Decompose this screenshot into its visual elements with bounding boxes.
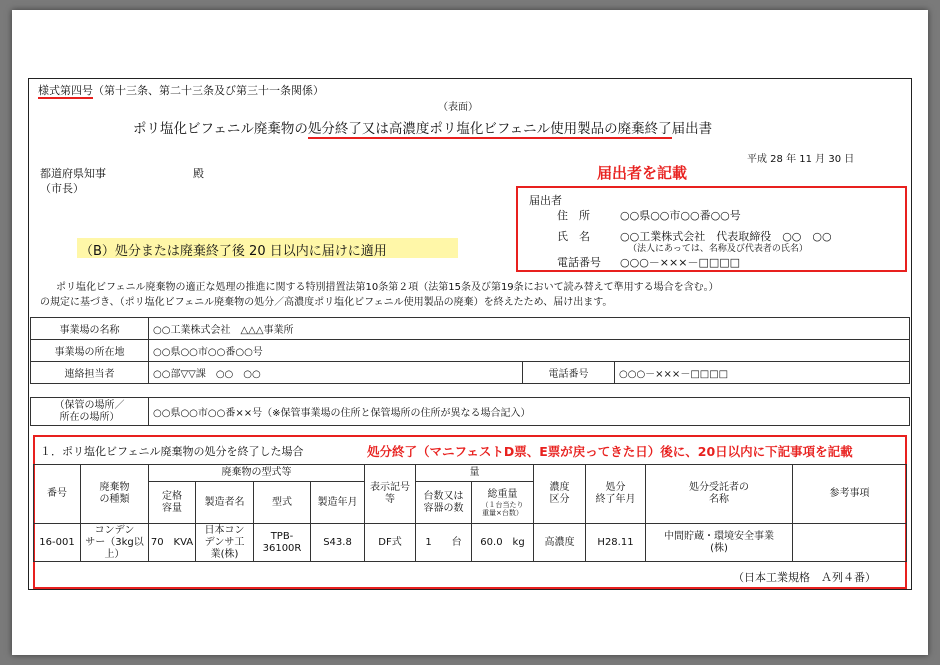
row-model-1: TPB-	[270, 530, 294, 542]
header-contractor	[646, 465, 793, 524]
header-type-1: 廃棄物	[99, 482, 130, 493]
body-line-1: ポリ塩化ビフェニル廃棄物の適正な処理の推進に関する特別措置法第10条第２項（法第15条及び第19条において読み替えて準用する場合を含む。）	[56, 282, 719, 293]
footer-standard: （日本工業規格 Ａ列４番）	[733, 571, 876, 584]
row-weight: 60.0 kg	[472, 524, 534, 562]
header-end-date	[586, 465, 646, 524]
site-contact-label: 連絡担当者	[31, 362, 149, 384]
header-count-1: 台数又は	[423, 490, 464, 502]
date: 平成 28 年 11 月 30 日	[747, 154, 855, 165]
form-header	[38, 82, 324, 98]
row-type	[81, 524, 149, 562]
row-end-date: H28.11	[586, 524, 646, 562]
section1-note: 処分終了（マニフェストD票、E票が戻ってきた日）後に、20日以内に下記事項を記載	[367, 444, 853, 459]
addressee-alt: （市長）	[40, 182, 84, 195]
form-number: 様式第四号	[38, 84, 93, 97]
header-weight-1: 総重量	[487, 488, 518, 500]
site-phone: ○○○－×××－□□□□	[615, 362, 910, 384]
section1-title: １．ポリ塩化ビフェニル廃棄物の処分を終了した場合	[40, 445, 304, 458]
row-model-2: 36100R	[262, 542, 302, 554]
header-year: 製造年月	[311, 482, 365, 524]
header-symbol	[365, 465, 416, 524]
header-symbol-1: 表示記号	[370, 482, 410, 493]
notifier-heading: 届出者	[529, 194, 562, 207]
disposal-row	[34, 524, 907, 562]
row-concentration: 高濃度	[534, 524, 586, 562]
header-weight-3: 重量×台数）	[482, 508, 523, 517]
notifier-name: ○○工業株式会社 代表取締役 ○○ ○○	[620, 230, 832, 243]
site-gap	[31, 384, 910, 398]
row-maker-3: 業(株)	[210, 548, 239, 560]
row-contractor-2: (株)	[710, 542, 728, 554]
header-weight-2: （１台当たり	[481, 500, 524, 509]
disposal-table	[33, 464, 907, 562]
notifier-phone: ○○○－×××－□□□□	[620, 256, 741, 269]
site-row-gap	[31, 384, 910, 398]
header-concentration-1: 濃度	[549, 482, 570, 493]
site-location: ○○県○○市○○番○○号	[149, 340, 910, 362]
row-maker-2: デンサ工	[204, 536, 245, 548]
row-year: S43.8	[311, 524, 365, 562]
site-row-name	[31, 318, 910, 340]
site-storage-label-1: （保管の場所／	[54, 399, 125, 411]
note-b: （B）処分または廃棄終了後 20 日以内に届けに適用	[80, 244, 387, 259]
notifier-address: ○○県○○市○○番○○号	[620, 209, 741, 222]
header-maker: 製造者名	[196, 482, 254, 524]
title-post: 届出書	[671, 121, 713, 137]
site-storage: ○○県○○市○○番××号（※保管事業場の住所と保管場所の住所が異なる場合記入）	[149, 398, 910, 426]
notifier-phone-label: 電話番号	[557, 256, 601, 269]
row-remarks	[793, 524, 907, 562]
document-title	[133, 117, 712, 137]
row-type-3: 上）	[104, 548, 125, 560]
header-contractor-1: 処分受託者の	[689, 482, 749, 493]
header-rated	[149, 482, 196, 524]
row-number: 16-001	[34, 524, 81, 562]
row-type-1: コンデン	[94, 524, 135, 536]
notifier-name-label: 氏 名	[557, 230, 590, 243]
addressee-suffix: 殿	[193, 167, 204, 180]
site-storage-label	[31, 398, 149, 426]
row-rated: 70 KVA	[149, 524, 196, 562]
row-contractor	[646, 524, 793, 562]
header-weight	[472, 482, 534, 524]
site-row-contact	[31, 362, 910, 384]
body-line-2: の規定に基づき、（ポリ塩化ビフェニル廃棄物の処分／高濃度ポリ塩化ビフェニル使用製品の廃棄）を終えたため、届け出ます。	[40, 297, 613, 308]
site-name-label: 事業場の名称	[31, 318, 149, 340]
site-info-table	[30, 317, 910, 426]
notifier-address-label: 住 所	[557, 209, 590, 222]
site-name: ○○工業株式会社 △△△事業所	[149, 318, 910, 340]
site-storage-label-2: 所在の場所）	[59, 411, 120, 423]
site-contact: ○○部▽▽課 ○○ ○○	[149, 362, 523, 384]
title-mid: 処分終了又は高濃度ポリ塩化ビフェニル使用製品の廃棄終了	[307, 121, 672, 137]
header-count-2: 容器の数	[423, 502, 464, 514]
note-notifier: 届出者を記載	[597, 164, 688, 182]
header-concentration-2: 区分	[549, 494, 570, 505]
addressee: 都道府県知事	[40, 167, 106, 180]
row-contractor-1: 中間貯蔵・環境安全事業	[664, 530, 774, 542]
row-type-2: サー（3kg以	[85, 536, 144, 548]
header-model-group: 廃棄物の型式等	[149, 465, 365, 482]
row-maker	[196, 524, 254, 562]
row-count: 1 台	[416, 524, 472, 562]
header-rated-1: 定格	[162, 490, 182, 502]
header-rated-2: 容量	[162, 502, 182, 514]
site-phone-label: 電話番号	[523, 362, 615, 384]
site-row-storage	[31, 398, 910, 426]
site-row-location	[31, 340, 910, 362]
site-location-label: 事業場の所在地	[31, 340, 149, 362]
header-remarks: 参考事項	[793, 465, 907, 524]
header-type-2: の種類	[99, 494, 130, 505]
title-pre: ポリ塩化ビフェニル廃棄物の	[133, 121, 308, 137]
header-concentration	[534, 465, 586, 524]
header-contractor-2: 名称	[709, 494, 729, 505]
header-end-date-1: 処分	[605, 482, 626, 493]
header-symbol-2: 等	[385, 494, 395, 505]
notifier-name-note: （法人にあっては、名称及び代表者の氏名）	[628, 244, 808, 254]
header-number: 番号	[34, 465, 81, 524]
row-maker-1: 日本コン	[204, 524, 245, 536]
header-count	[416, 482, 472, 524]
header-model: 型式	[254, 482, 311, 524]
disposal-header-row-1	[34, 465, 907, 482]
form-article: （第十三条、第二十三条及び第三十一条関係）	[93, 84, 324, 97]
omote-label: （表面）	[438, 102, 478, 113]
header-amount: 量	[416, 465, 534, 482]
row-model	[254, 524, 311, 562]
header-type	[81, 465, 149, 524]
row-symbol: DF式	[365, 524, 416, 562]
header-end-date-2: 終了年月	[595, 494, 636, 505]
